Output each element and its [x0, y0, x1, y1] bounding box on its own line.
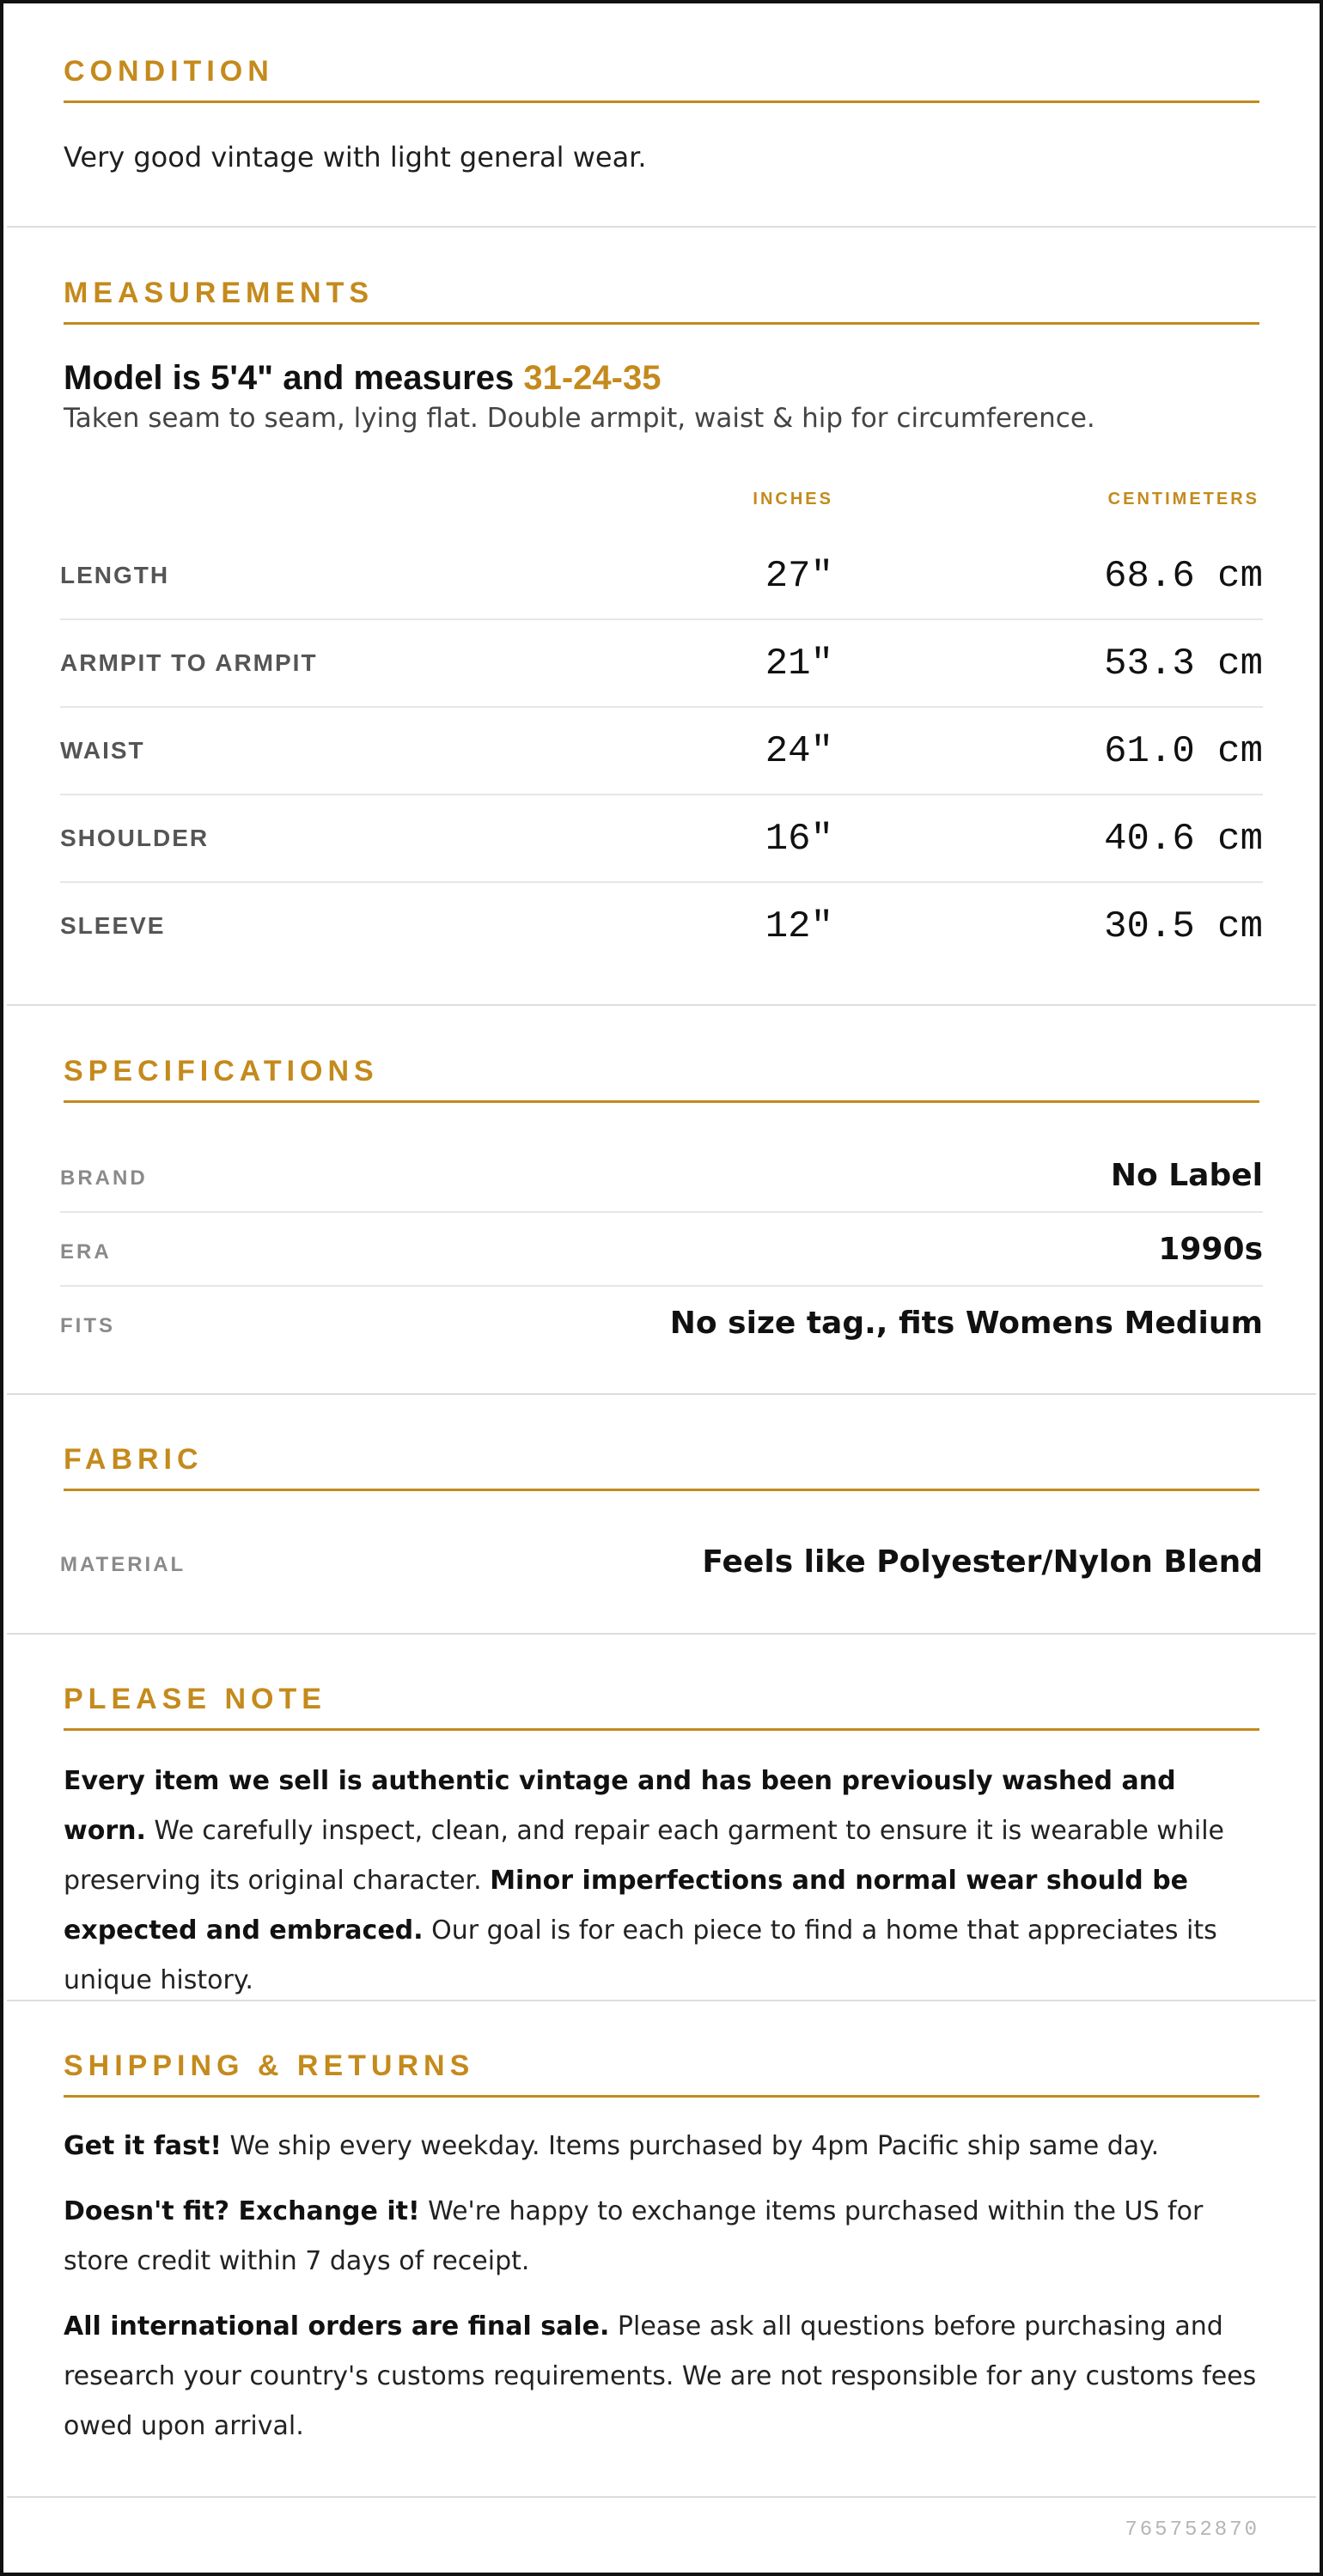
measurement-cm: 30.5 cm: [1104, 905, 1263, 948]
spec-row-fits: [60, 1287, 1263, 1361]
fabric-heading: FABRIC: [64, 1443, 204, 1476]
measurement-row-waist: [60, 708, 1263, 795]
measurement-cm: 61.0 cm: [1104, 730, 1263, 773]
measurement-row-length: [60, 533, 1263, 620]
condition-heading: CONDITION: [64, 55, 274, 88]
please-note-section: [7, 1683, 1316, 2006]
please-note-bold-1: Every item we sell is authentic vintage and has been previously washed and worn.: [64, 1766, 1176, 1846]
shipping-paragraph-2: [64, 2187, 1259, 2287]
spec-row-brand: [60, 1139, 1263, 1213]
measurement-label: SHOULDER: [60, 825, 210, 851]
measurements-section: [7, 277, 1316, 434]
model-measures: 31-24-35: [523, 359, 662, 397]
spec-value: 1990s: [1158, 1232, 1263, 1267]
measurement-row-shoulder: [60, 795, 1263, 883]
item-id: 765752870: [1125, 2518, 1259, 2542]
measurement-inches: 24": [765, 730, 833, 773]
section-divider: [7, 1393, 1316, 1395]
measurement-label: LENGTH: [60, 562, 170, 588]
section-divider: [7, 226, 1316, 228]
shipping-paragraph-1: [64, 2122, 1259, 2171]
condition-section: [7, 55, 1316, 174]
model-prefix: Model is 5'4" and measures: [64, 359, 524, 397]
please-note-paragraph: [64, 1757, 1259, 2006]
measurement-row-sleeve: [60, 883, 1263, 971]
please-note-bold-2: Minor imperfections and normal wear should be expected and embraced.: [64, 1866, 1189, 1946]
measurement-cm: 53.3 cm: [1104, 642, 1263, 685]
shipping-bold-2: Doesn't fit? Exchange it!: [64, 2196, 420, 2226]
shipping-bold-3: All international orders are final sale.: [64, 2311, 610, 2342]
shipping-bold-1: Get it fast!: [64, 2131, 222, 2161]
spec-value: No size tag., fits Womens Medium: [669, 1306, 1263, 1341]
measurement-cm: 68.6 cm: [1104, 555, 1263, 598]
section-divider: [7, 2000, 1316, 2001]
measurement-inches: 27": [765, 555, 833, 598]
section-divider: [7, 1633, 1316, 1635]
spec-value: No Label: [1110, 1158, 1263, 1193]
please-note-text-2: Our goal is for each piece to find a home that appreciates its unique history.: [64, 1915, 1217, 1995]
fabric-section: [7, 1443, 1316, 1491]
section-divider: [7, 1004, 1316, 1006]
measurements-heading: MEASUREMENTS: [64, 277, 375, 309]
shipping-heading: SHIPPING & RETURNS: [64, 2049, 475, 2082]
column-header-inches: INCHES: [753, 490, 833, 509]
measurement-label: WAIST: [60, 737, 145, 764]
model-info: [64, 359, 1259, 398]
spec-label: BRAND: [60, 1166, 148, 1190]
please-note-heading: PLEASE NOTE: [64, 1683, 326, 1715]
shipping-section: [7, 2049, 1316, 2451]
measurement-label: ARMPIT TO ARMPIT: [60, 649, 318, 676]
measurement-label: SLEEVE: [60, 912, 166, 939]
condition-rule: [64, 100, 1259, 103]
shipping-text-1: We ship every weekday. Items purchased by 4pm Pacific ship same day.: [222, 2131, 1160, 2161]
measurement-cm: 40.6 cm: [1104, 818, 1263, 861]
spec-label: FITS: [60, 1314, 115, 1337]
measurement-inches: 16": [765, 818, 833, 861]
specifications-rule: [64, 1100, 1259, 1103]
shipping-paragraph-3: [64, 2302, 1259, 2451]
shipping-text-2: We're happy to exchange items purchased within the US for store credit within 7 days of receipt.: [64, 2196, 1204, 2276]
specifications-section: [7, 1055, 1316, 1103]
spec-row-era: [60, 1213, 1263, 1287]
specifications-heading: SPECIFICATIONS: [64, 1055, 379, 1087]
fabric-rule: [64, 1489, 1259, 1491]
fabric-value: Feels like Polyester/Nylon Blend: [702, 1544, 1263, 1580]
please-note-text-1: We carefully inspect, clean, and repair each garment to ensure it is wearable while preserving its original character.: [64, 1816, 1224, 1896]
column-header-centimeters: CENTIMETERS: [1107, 490, 1259, 509]
spec-label: ERA: [60, 1240, 112, 1264]
measurements-rule: [64, 322, 1259, 325]
fabric-row-material: [60, 1526, 1263, 1599]
section-divider: [7, 2496, 1316, 2498]
measurement-row-armpit: [60, 620, 1263, 708]
fabric-label: MATERIAL: [60, 1553, 186, 1576]
condition-text: Very good vintage with light general wear.: [64, 141, 647, 174]
shipping-rule: [64, 2095, 1259, 2098]
measurements-subtext: Taken seam to seam, lying flat. Double armpit, waist & hip for circumference.: [64, 403, 1095, 434]
please-note-rule: [64, 1728, 1259, 1731]
measurement-inches: 12": [765, 905, 833, 948]
measurement-inches: 21": [765, 642, 833, 685]
shipping-text-3: Please ask all questions before purchasing and research your country's customs requirements. We are not responsible for any customs fees owed upon arrival.: [64, 2311, 1257, 2441]
